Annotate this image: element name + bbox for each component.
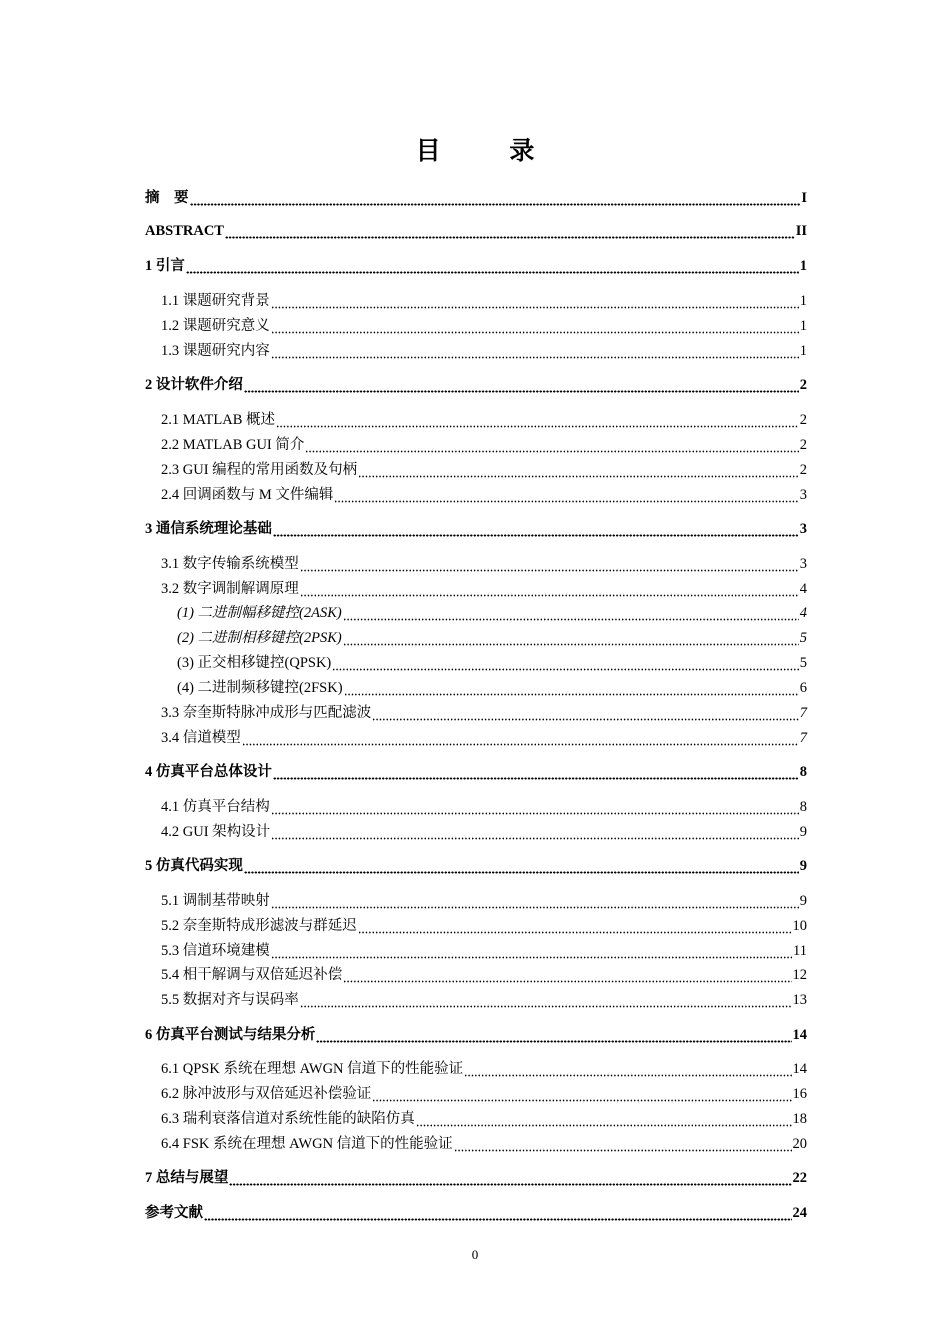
toc-entry[interactable] (161, 820, 807, 842)
toc-entry-label: 4.2 GUI 架构设计 (161, 824, 271, 840)
toc-title: 目 录 (415, 136, 565, 165)
toc-entry[interactable] (161, 289, 807, 311)
toc-entry[interactable] (161, 314, 807, 336)
toc-entry-page: 5 (799, 655, 807, 671)
dot-leader (343, 628, 799, 648)
dot-leader (273, 519, 799, 539)
dot-leader (271, 822, 799, 842)
dot-leader (244, 375, 799, 395)
toc-entry-page: 9 (799, 824, 807, 840)
dot-leader (271, 797, 799, 817)
toc-entry-label: 4.1 仿真平台结构 (161, 799, 270, 815)
dot-leader (343, 603, 799, 623)
toc-entry[interactable] (145, 1201, 807, 1223)
dot-leader (372, 703, 799, 723)
toc-entry[interactable] (161, 963, 807, 985)
toc-entry[interactable] (145, 1166, 807, 1188)
dot-leader (332, 653, 798, 673)
dot-leader (271, 891, 799, 911)
toc-entry-label: 1.2 课题研究意义 (161, 318, 270, 334)
toc-entry-page: 3 (799, 556, 807, 572)
toc-entry[interactable] (161, 1107, 807, 1129)
toc-entry-label: 5 仿真代码实现 (145, 858, 243, 874)
toc-entry-page: 4 (799, 581, 807, 597)
dot-leader (344, 678, 799, 698)
toc-entry[interactable] (161, 988, 807, 1010)
toc-entry-label: (3) 正交相移键控(QPSK) (177, 655, 332, 671)
toc-entry-label: 3.3 奈奎斯特脉冲成形与匹配滤波 (161, 705, 372, 721)
toc-entry[interactable] (161, 339, 807, 361)
toc-entry-label: 2.1 MATLAB 概述 (161, 412, 275, 428)
dot-leader (372, 1084, 791, 1104)
toc-entry-label: 2.4 回调函数与 M 文件编辑 (161, 487, 334, 503)
toc-entry[interactable] (145, 854, 807, 876)
toc-entry[interactable] (177, 626, 807, 648)
toc-entry[interactable] (161, 701, 807, 723)
dot-leader (271, 941, 792, 961)
toc-entry[interactable] (145, 254, 807, 276)
toc-entry[interactable] (145, 760, 807, 782)
toc-entry[interactable] (177, 676, 807, 698)
toc-entry[interactable] (161, 577, 807, 599)
dot-leader (316, 1025, 791, 1045)
toc-entry[interactable] (145, 373, 807, 395)
toc-entry[interactable] (145, 219, 807, 241)
toc-entry-page: 8 (799, 799, 807, 815)
toc-entry-label: 1.3 课题研究内容 (161, 343, 270, 359)
toc-entry-label: (4) 二进制频移键控(2FSK) (177, 680, 343, 696)
dot-leader (343, 965, 791, 985)
dot-leader (454, 1134, 792, 1154)
toc-entry-label: 摘 要 (145, 190, 189, 206)
toc-entry-label: 2.2 MATLAB GUI 简介 (161, 437, 305, 453)
toc-entry-page: 1 (799, 318, 807, 334)
toc-entry-page: 1 (799, 343, 807, 359)
toc-entry-label: 6.1 QPSK 系统在理想 AWGN 信道下的性能验证 (161, 1061, 464, 1077)
toc-entry-label: 5.5 数据对齐与误码率 (161, 992, 299, 1008)
toc-entry-page: 5 (799, 630, 807, 646)
toc-entry-page: 3 (799, 487, 807, 503)
toc-entry-label: 1.1 课题研究背景 (161, 293, 270, 309)
toc-entry[interactable] (161, 408, 807, 430)
dot-leader (358, 460, 799, 480)
toc-entry-label: 5.3 信道环境建模 (161, 943, 270, 959)
toc-entry-label: 3.2 数字调制解调原理 (161, 581, 299, 597)
toc-entry-label: 6.4 FSK 系统在理想 AWGN 信道下的性能验证 (161, 1136, 453, 1152)
toc-entry-label: (2) 二进制相移键控(2PSK) (177, 630, 342, 646)
dot-leader (276, 410, 799, 430)
toc-entry-label: 5.4 相干解调与双倍延迟补偿 (161, 967, 343, 983)
toc-entry[interactable] (145, 517, 807, 539)
toc-entry[interactable] (161, 889, 807, 911)
toc-entry-label: 7 总结与展望 (145, 1170, 229, 1186)
dot-leader (225, 221, 795, 241)
toc-entry[interactable] (145, 186, 807, 208)
dot-leader (271, 341, 799, 361)
dot-leader (190, 188, 801, 208)
toc-entry-label: 6.2 脉冲波形与双倍延迟补偿验证 (161, 1086, 372, 1102)
toc-entry-page: 9 (799, 893, 807, 909)
toc-entry-page: 2 (799, 412, 807, 428)
toc-entry-label: 6.3 瑞利衰落信道对系统性能的缺陷仿真 (161, 1111, 415, 1127)
toc-entry-page: 2 (799, 377, 807, 393)
toc-entry[interactable] (161, 1057, 807, 1079)
dot-leader (204, 1203, 792, 1223)
toc-entry-page: 9 (799, 858, 807, 874)
toc-entry[interactable] (177, 651, 807, 673)
dot-leader (300, 990, 792, 1010)
toc-entry-page: 10 (792, 918, 807, 934)
toc-entry[interactable] (161, 1132, 807, 1154)
toc-entry-page: 20 (792, 1136, 807, 1152)
toc-entry-label: 3.4 信道模型 (161, 730, 241, 746)
toc-entry[interactable] (161, 552, 807, 574)
dot-leader (416, 1109, 792, 1129)
toc-entry-page: 22 (792, 1170, 807, 1186)
toc-entry-page: 12 (792, 967, 807, 983)
toc-entry-page: II (795, 223, 807, 239)
dot-leader (300, 579, 799, 599)
dot-leader (358, 916, 792, 936)
toc-entry[interactable] (161, 795, 807, 817)
dot-leader (464, 1059, 791, 1079)
toc-entry-page: 4 (799, 605, 807, 621)
dot-leader (271, 291, 799, 311)
dot-leader (244, 856, 799, 876)
toc-entry[interactable] (177, 601, 807, 623)
toc-entry[interactable] (161, 458, 807, 480)
toc-entry[interactable] (161, 726, 807, 748)
toc-entry-label: 2 设计软件介绍 (145, 377, 243, 393)
toc-entry-label: 2.3 GUI 编程的常用函数及句柄 (161, 462, 358, 478)
toc-entry-page: 1 (799, 293, 807, 309)
toc-entry[interactable] (161, 939, 807, 961)
toc-entry-page: 7 (799, 705, 807, 721)
toc-entry-page: 18 (792, 1111, 807, 1127)
toc-entry-page: 14 (792, 1027, 807, 1043)
toc-entry-label: 5.1 调制基带映射 (161, 893, 270, 909)
toc-entry-label: 1 引言 (145, 258, 185, 274)
toc-entry-label: 参考文献 (145, 1205, 203, 1221)
toc-entry-page: 24 (792, 1205, 807, 1221)
toc-entry-label: 3.1 数字传输系统模型 (161, 556, 299, 572)
dot-leader (186, 256, 799, 276)
toc-entry-label: ABSTRACT (145, 223, 224, 239)
toc-entry-page: 11 (793, 943, 807, 959)
toc-entry-label: (1) 二进制幅移键控(2ASK) (177, 605, 342, 621)
toc-entry[interactable] (161, 483, 807, 505)
toc-entry-page: 3 (799, 521, 807, 537)
dot-leader (229, 1168, 791, 1188)
toc-entry-page: I (801, 190, 807, 206)
toc-entry-page: 13 (792, 992, 807, 1008)
dot-leader (300, 554, 799, 574)
toc-entry-label: 5.2 奈奎斯特成形滤波与群延迟 (161, 918, 357, 934)
toc-entry[interactable] (161, 433, 807, 455)
dot-leader (334, 485, 798, 505)
toc-entry[interactable] (145, 1023, 807, 1045)
toc-entry[interactable] (161, 914, 807, 936)
toc-entry-page: 6 (799, 680, 807, 696)
dot-leader (273, 762, 799, 782)
dot-leader (242, 728, 799, 748)
toc-entry-page: 1 (799, 258, 807, 274)
toc-entry-label: 3 通信系统理论基础 (145, 521, 272, 537)
toc-entry-page: 16 (792, 1086, 807, 1102)
toc-entry-page: 7 (799, 730, 807, 746)
dot-leader (305, 435, 798, 455)
toc-entry-page: 2 (799, 462, 807, 478)
toc-entry-page: 2 (799, 437, 807, 453)
toc-entry-page: 14 (792, 1061, 807, 1077)
toc-entry[interactable] (161, 1082, 807, 1104)
toc-entry-label: 6 仿真平台测试与结果分析 (145, 1027, 316, 1043)
toc-entry-page: 8 (799, 764, 807, 780)
toc-entry-label: 4 仿真平台总体设计 (145, 764, 272, 780)
page-number: 0 (471, 1247, 479, 1262)
dot-leader (271, 316, 799, 336)
